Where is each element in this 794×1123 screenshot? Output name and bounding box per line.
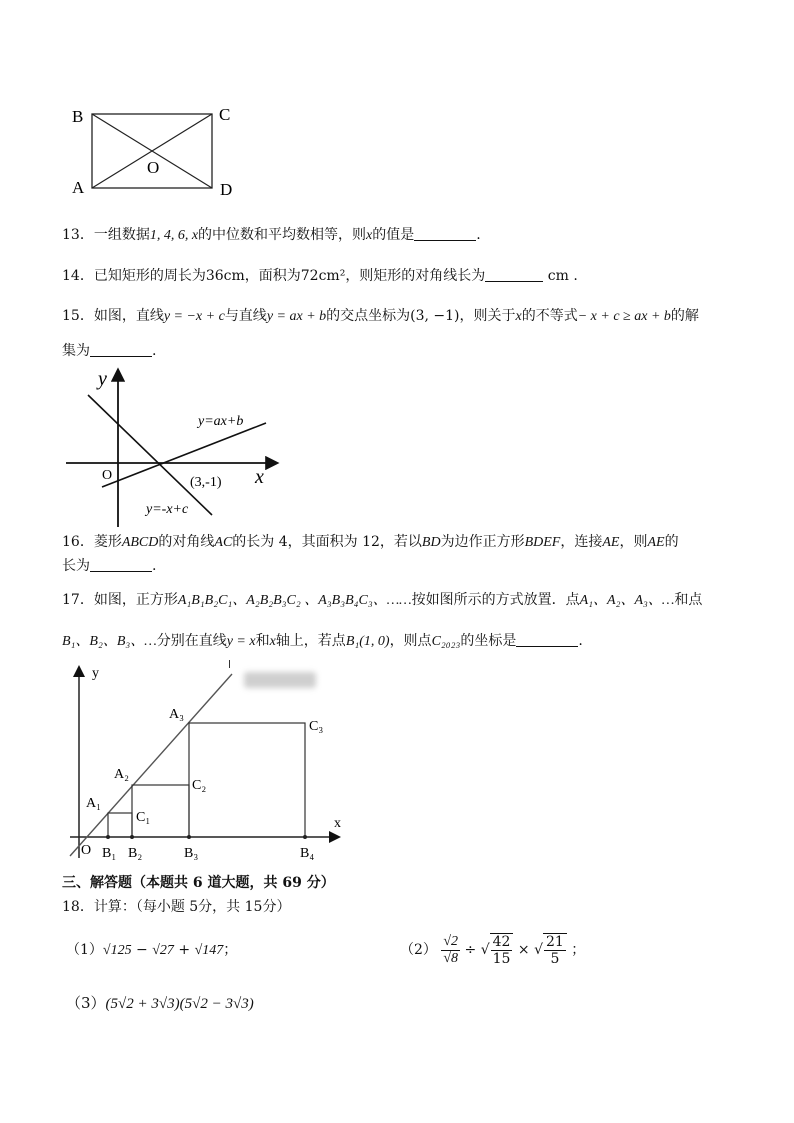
q16-square: BDEF bbox=[524, 535, 561, 550]
question-number: 16． bbox=[62, 534, 94, 550]
q16-text-d: 为边作正方形 bbox=[440, 534, 525, 550]
question-16-line2 bbox=[62, 556, 156, 576]
q18-p1-b: √27 bbox=[152, 943, 174, 958]
question-number: 18． bbox=[62, 899, 94, 915]
q16-text-f: ，则 bbox=[619, 534, 648, 550]
q18-p2-end: ； bbox=[571, 942, 586, 958]
section-heading: 三、解答题（本题共 6 道大题，共 69 分） bbox=[62, 875, 335, 891]
fraction-sqrt2-over-sqrt8 bbox=[441, 934, 460, 967]
question-16-line1 bbox=[62, 532, 679, 553]
point-b1 bbox=[106, 835, 110, 839]
q16-end: . bbox=[152, 558, 157, 574]
q18-p1-c: √147 bbox=[194, 943, 224, 958]
q15-figure bbox=[62, 365, 292, 530]
q18-p1-end: ； bbox=[223, 942, 238, 958]
question-17-line2 bbox=[62, 631, 583, 652]
label-c: C bbox=[219, 105, 231, 124]
q15-text-e: 的不等式 bbox=[521, 308, 578, 324]
q18-p1-a: √125 bbox=[102, 943, 132, 958]
point-b2 bbox=[130, 835, 134, 839]
q14-end: . bbox=[573, 268, 578, 284]
q17-line2-b: 和 bbox=[255, 633, 270, 649]
label-o: O bbox=[147, 158, 160, 177]
origin-label: O bbox=[102, 468, 113, 483]
label-a: A bbox=[72, 178, 85, 197]
q16-ae2: AE bbox=[647, 535, 665, 550]
q13-data: 1, 4, 6, x bbox=[149, 228, 199, 243]
x-axis-label: x bbox=[334, 816, 341, 831]
q15-line1: y = −x + c bbox=[163, 309, 225, 324]
label-a2: A₂ bbox=[114, 767, 129, 782]
q14-text-b: ，面积为 bbox=[244, 268, 301, 284]
q15-end: . bbox=[152, 343, 157, 359]
q13-text-a: 一组数据 bbox=[93, 227, 150, 243]
q18-p2-den: √8 bbox=[443, 950, 459, 966]
label-a3: A₃ bbox=[169, 707, 184, 722]
q13-text-c: 的值是 bbox=[372, 227, 415, 243]
q16-rhombus: ABCD bbox=[121, 535, 159, 550]
sqrt-symbol: √ bbox=[534, 942, 544, 958]
answer-blank[interactable] bbox=[90, 342, 152, 357]
q17-figure bbox=[62, 660, 352, 865]
q18-part-2 bbox=[400, 930, 585, 970]
label-c2: C₂ bbox=[192, 778, 207, 793]
x-axis-label: x bbox=[255, 466, 264, 488]
q18-p2-f2-num: 21 bbox=[546, 934, 564, 950]
answer-blank[interactable] bbox=[516, 632, 578, 647]
q16-text-g: 的 bbox=[664, 534, 679, 550]
q15-line2-text: 集为 bbox=[62, 343, 90, 359]
question-number: 13． bbox=[62, 227, 94, 243]
q13-end: . bbox=[476, 227, 481, 243]
q15-var: x bbox=[515, 309, 522, 324]
q17-line2-e: 的坐标是 bbox=[460, 633, 517, 649]
q17-line1-a: 如图，正方形 bbox=[93, 592, 178, 608]
q14-text-c: ，则矩形的对角线长为 bbox=[345, 268, 486, 284]
answer-blank[interactable] bbox=[414, 226, 476, 241]
part-label: （3） bbox=[66, 994, 106, 1012]
question-number: 15． bbox=[62, 308, 94, 324]
question-number: 14． bbox=[62, 268, 94, 284]
label-b1: B₁ bbox=[102, 846, 117, 861]
part-label: （2） bbox=[400, 942, 437, 958]
intersection-label: (3,-1) bbox=[190, 475, 222, 490]
q15-line2: y = ax + b bbox=[266, 309, 327, 324]
origin-label: O bbox=[81, 843, 92, 858]
label-b4: B₄ bbox=[300, 846, 315, 861]
line-neg-x-c bbox=[88, 395, 212, 515]
q18-p2-f2-den: 5 bbox=[550, 951, 560, 967]
q18-p2-mul: × bbox=[517, 942, 530, 958]
q15-text-f: 的解 bbox=[670, 308, 699, 324]
q16-ae: AE bbox=[602, 535, 620, 550]
label-c1: C₁ bbox=[136, 810, 151, 825]
line-y-equals-x bbox=[70, 674, 232, 856]
q15-text-b: 与直线 bbox=[224, 308, 267, 324]
q18-p2-f1-num: 42 bbox=[492, 934, 511, 950]
q17-pts-b: B₁、B₂、B₃、… bbox=[62, 634, 157, 649]
q17-xv: x bbox=[269, 634, 276, 649]
question-14 bbox=[62, 266, 578, 286]
q18-part-1 bbox=[66, 940, 237, 961]
q18-p1-op1: − bbox=[131, 942, 153, 958]
q15-text-c: 的交点坐标为 bbox=[326, 308, 411, 324]
point-b3 bbox=[187, 835, 191, 839]
label-b2: B₂ bbox=[128, 846, 143, 861]
q17-line1-b: 按如图所示的方式放置．点 bbox=[411, 592, 580, 608]
question-18 bbox=[62, 897, 290, 917]
square-1 bbox=[108, 813, 132, 837]
q16-line2-text: 长为 bbox=[62, 558, 90, 574]
q18-p3-expr2: (5√2 − 3√3) bbox=[179, 996, 254, 1012]
label-c3: C₃ bbox=[309, 719, 324, 734]
q18-p2-f1-den: 15 bbox=[492, 951, 511, 967]
question-number: 17． bbox=[62, 592, 94, 608]
square-3 bbox=[189, 723, 305, 837]
question-15-line1 bbox=[62, 306, 699, 327]
q16-text-c: 的长为 4，其面积为 12，若以 bbox=[232, 534, 422, 550]
q13-var: x bbox=[366, 228, 373, 243]
question-15-line2 bbox=[62, 341, 156, 361]
q15-point: (3, −1) bbox=[410, 308, 460, 324]
q14-unit: cm bbox=[547, 268, 569, 284]
q14-text-a: 已知矩形的周长为 bbox=[93, 268, 206, 284]
q17-line1-c: 和点 bbox=[674, 592, 703, 608]
q13-text-b: 的中位数和平均数相等，则 bbox=[198, 227, 367, 243]
q17-line2-a: 分别在直线 bbox=[156, 633, 227, 649]
q18-p1-op2: + bbox=[173, 942, 195, 958]
q17-line2-d: ，则点 bbox=[389, 633, 432, 649]
q17-line: y = x bbox=[226, 634, 256, 649]
label-a1: A₁ bbox=[86, 796, 101, 811]
q16-text-e: ，连接 bbox=[560, 534, 603, 550]
q16-bd: BD bbox=[421, 535, 441, 550]
point-b4 bbox=[303, 835, 307, 839]
part-label: （1） bbox=[66, 942, 103, 958]
q17-squares: A₁B₁B₂C₁、A₂B₂B₃C₂ 、A₃B₃B₄C₃、…… bbox=[177, 593, 412, 608]
answer-blank[interactable] bbox=[90, 557, 152, 572]
q18-p3-expr1: (5√2 + 3√3) bbox=[105, 996, 180, 1012]
q18-p2-num: √2 bbox=[443, 933, 459, 949]
q14-perimeter: 36cm bbox=[205, 268, 245, 284]
q18-p2-div: ÷ bbox=[464, 942, 477, 958]
line-ax-b-label: y=ax+b bbox=[198, 414, 244, 429]
q15-text-d: ，则关于 bbox=[459, 308, 516, 324]
label-b3: B₃ bbox=[184, 846, 199, 861]
q16-ac: AC bbox=[214, 535, 233, 550]
question-13 bbox=[62, 225, 481, 246]
y-axis-label: y bbox=[92, 666, 99, 681]
q17-pts-a: A₁、A₂、A₃、… bbox=[579, 593, 675, 608]
rectangle-figure bbox=[60, 100, 250, 200]
question-17-line1 bbox=[62, 590, 702, 611]
q17-line2-c: 轴上，若点 bbox=[275, 633, 346, 649]
sqrt-symbol: √ bbox=[480, 942, 490, 958]
q16-text-b: 的对角线 bbox=[158, 534, 215, 550]
q18-text: 计算：（每小题 5分，共 15分） bbox=[93, 899, 291, 915]
q15-ineq: − x + c ≥ ax + b bbox=[577, 309, 671, 324]
y-axis-label: y bbox=[98, 368, 107, 390]
fraction-21-over-5 bbox=[543, 933, 567, 967]
q18-part-3 bbox=[66, 993, 254, 1014]
q17-c: C₂₀₂₃ bbox=[431, 634, 461, 649]
fraction-42-over-15 bbox=[490, 933, 514, 967]
label-b: B bbox=[72, 107, 84, 126]
q15-text-a: 如图，直线 bbox=[93, 308, 164, 324]
label-d: D bbox=[220, 180, 233, 199]
q16-text-a: 菱形 bbox=[93, 534, 122, 550]
q14-area: 72cm² bbox=[300, 268, 346, 284]
answer-blank[interactable] bbox=[485, 267, 543, 282]
q17-b1: B₁(1, 0) bbox=[345, 634, 390, 649]
q17-end: . bbox=[578, 633, 583, 649]
line-neg-x-c-label: y=-x+c bbox=[146, 502, 189, 517]
